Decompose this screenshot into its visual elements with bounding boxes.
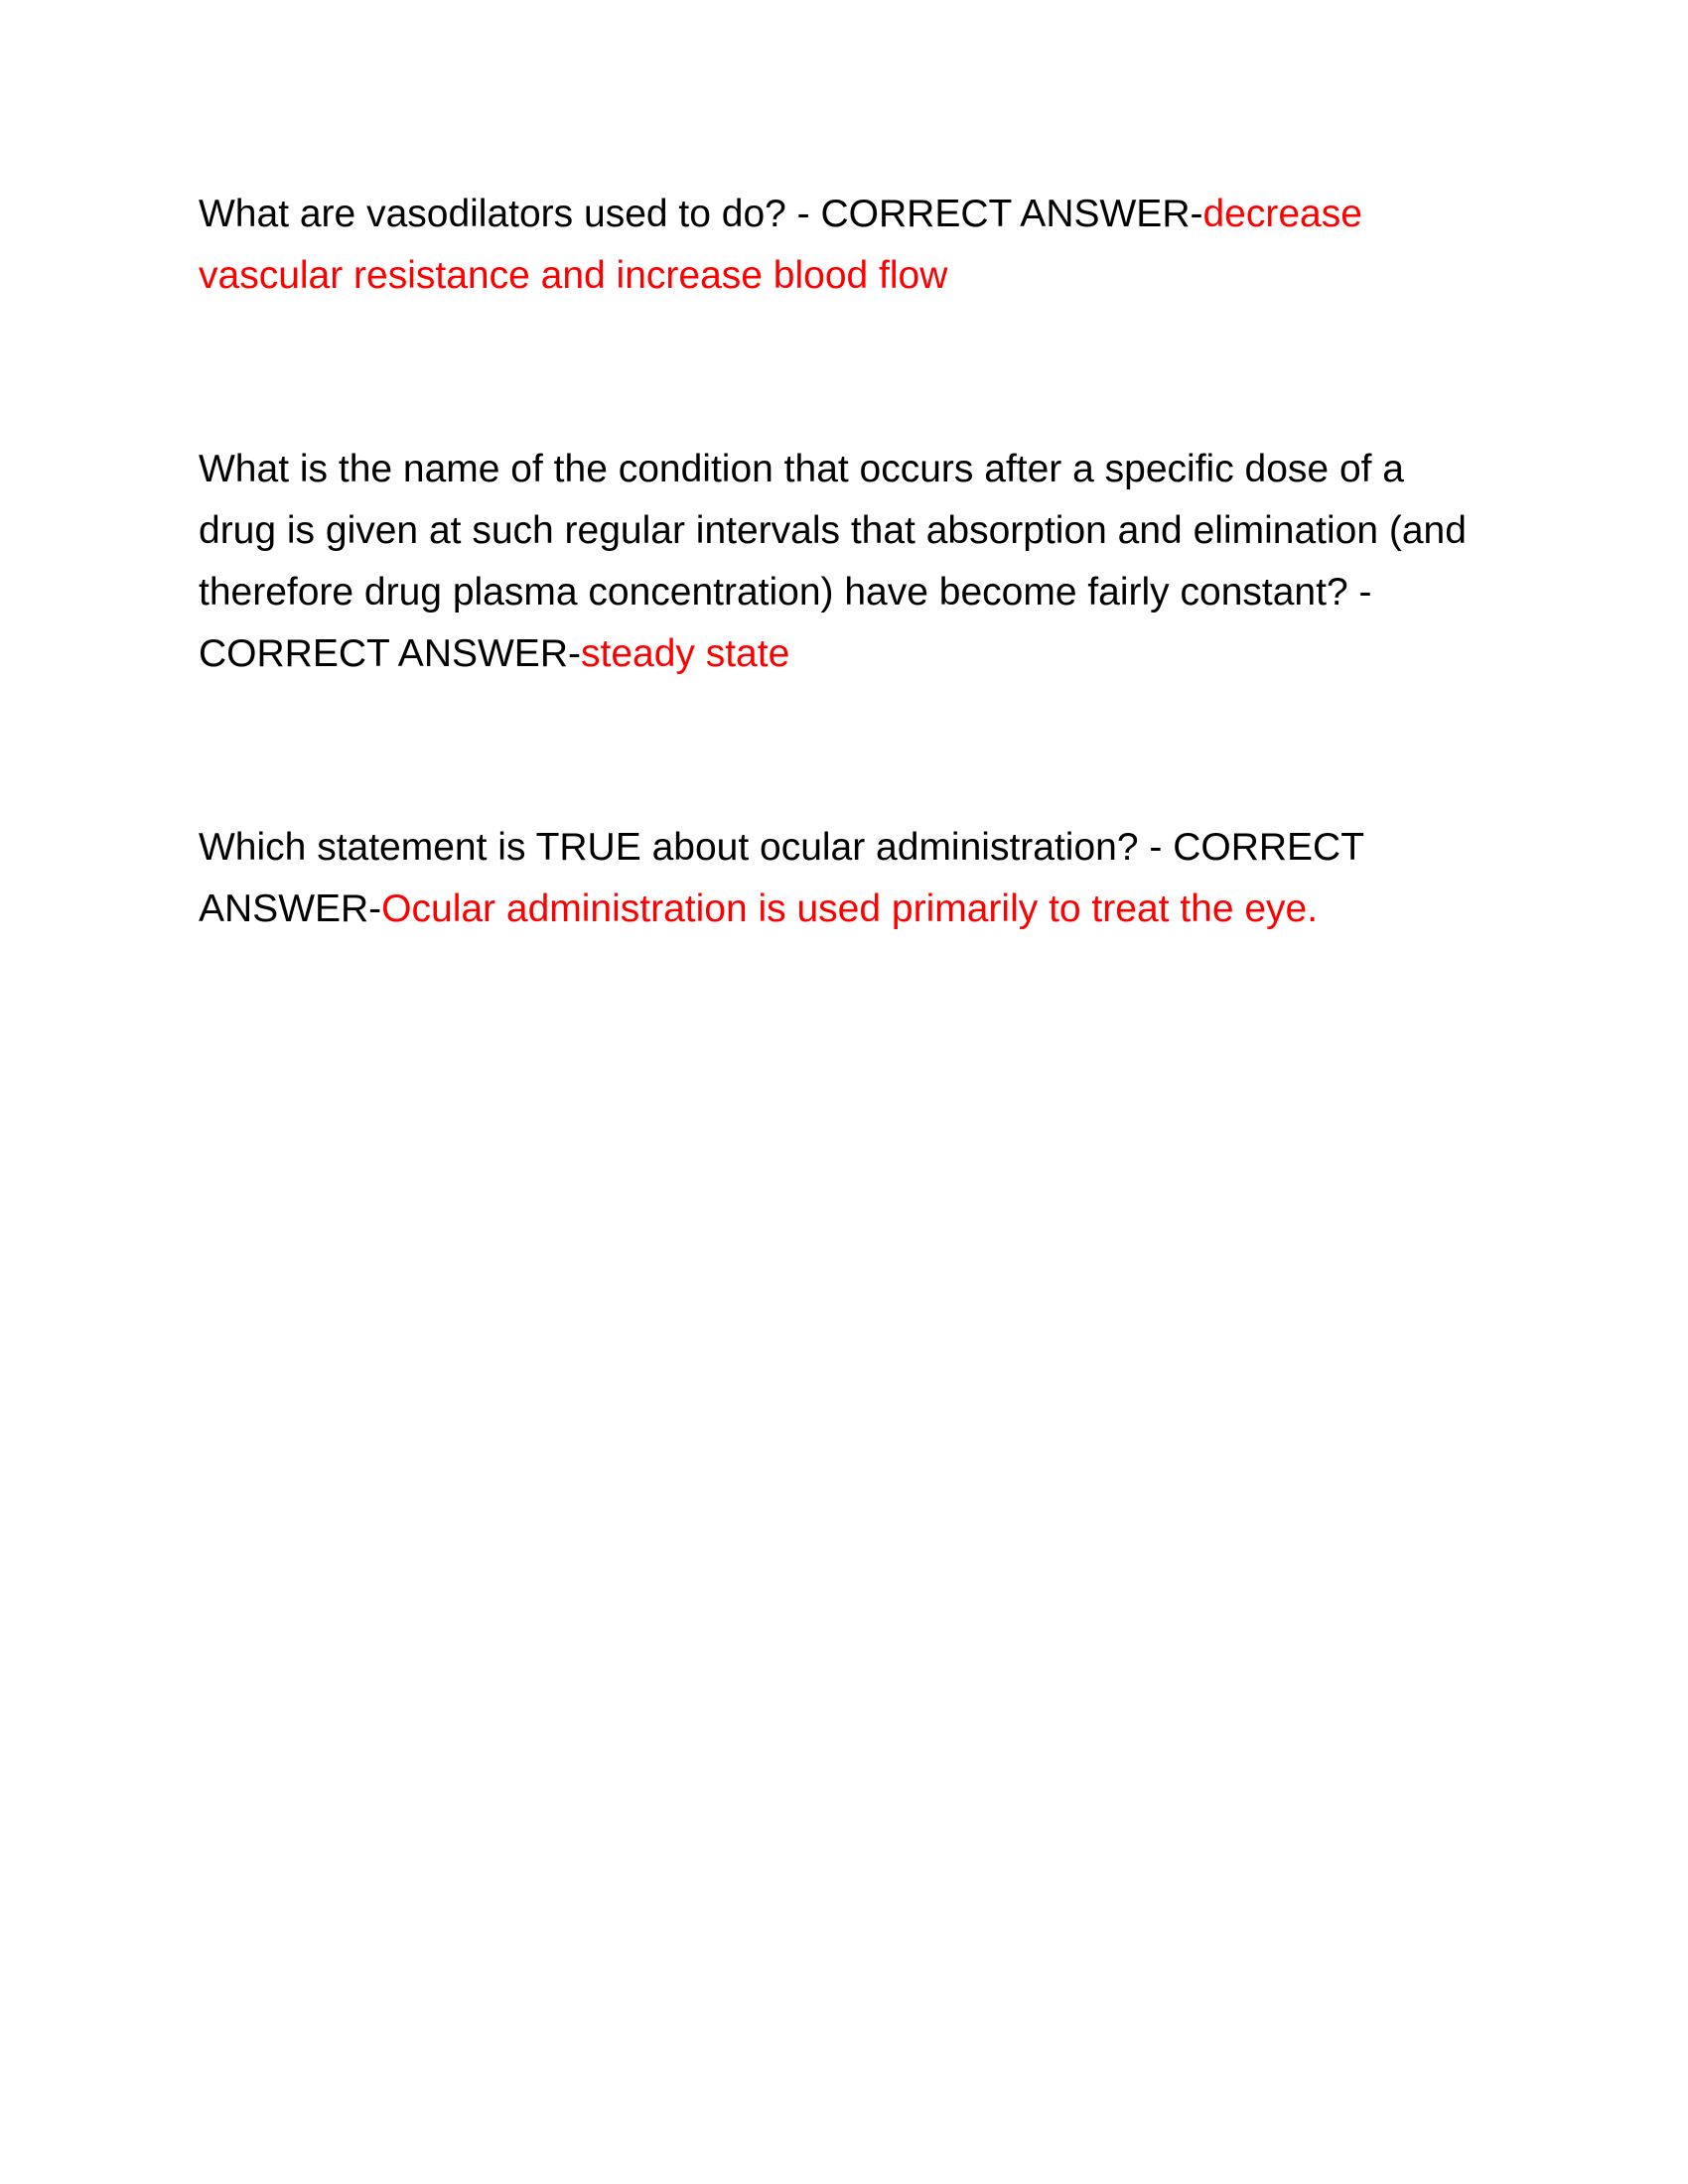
question-text: What are vasodilators used to do? xyxy=(199,193,786,235)
qa-item xyxy=(199,184,1489,307)
qa-item xyxy=(199,817,1489,940)
question-text: Which statement is TRUE about ocular administration? xyxy=(199,826,1139,869)
answer-text: steady state xyxy=(580,632,790,675)
answer-text: Ocular administration is used primarily to treat the eye. xyxy=(381,887,1319,930)
qa-item xyxy=(199,439,1489,685)
answer-separator: - CORRECT ANSWER- xyxy=(199,826,1364,930)
answer-text: decrease vascular resistance and increase blood flow xyxy=(199,193,1362,297)
answer-separator: - CORRECT ANSWER- xyxy=(785,193,1203,235)
qa-list xyxy=(199,184,1489,1072)
question-text: What is the name of the condition that occurs after a specific dose of a drug is given at such regular intervals that absorption and elimination (and therefore drug plasma concentration) have become fairly constant? xyxy=(199,448,1467,614)
answer-separator: - CORRECT ANSWER- xyxy=(199,571,1372,675)
